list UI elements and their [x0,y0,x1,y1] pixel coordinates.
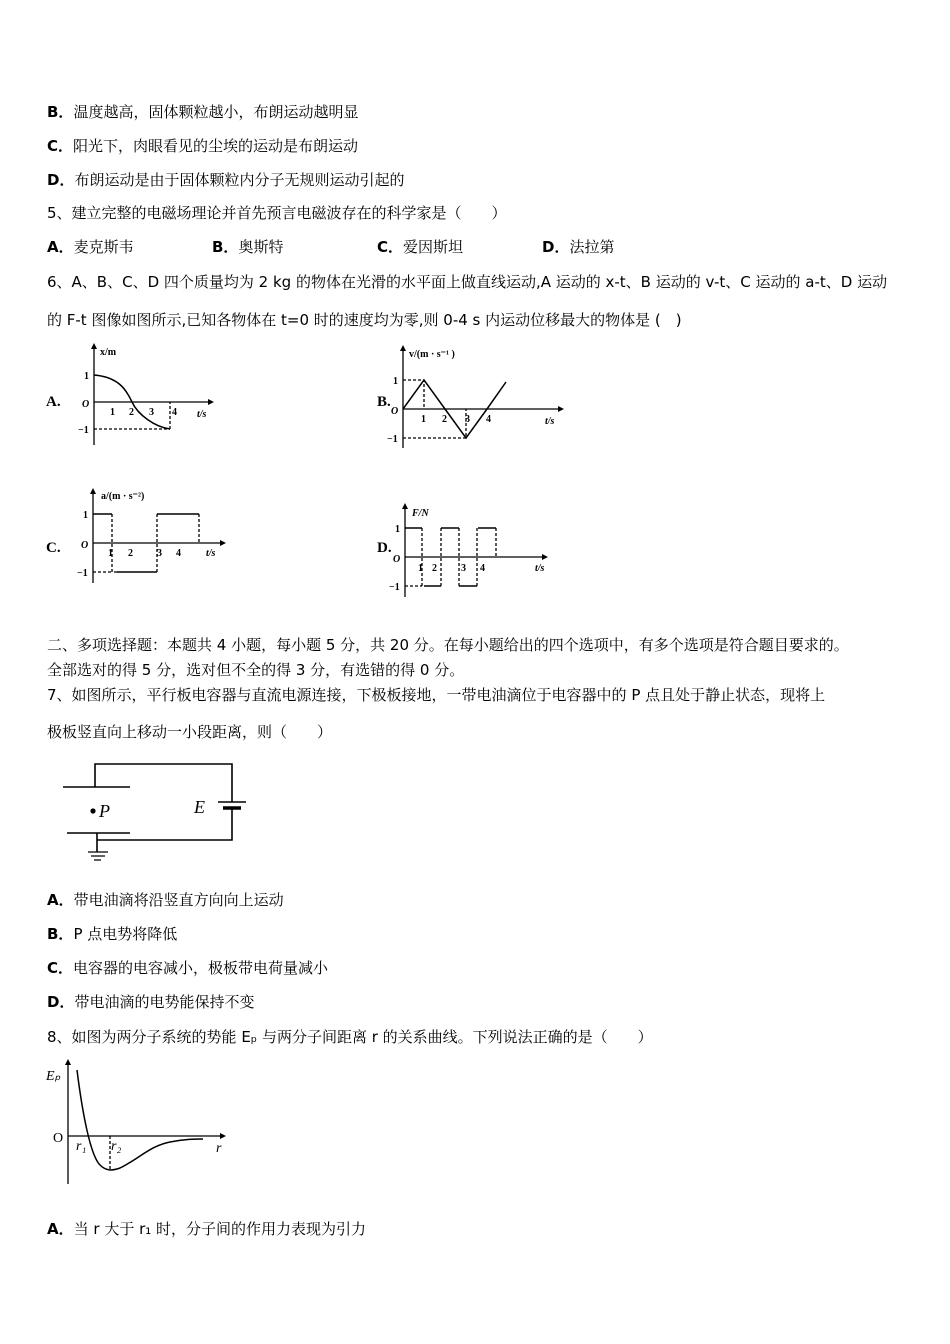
option-letter: C． [47,959,74,977]
option-d [542,237,614,257]
x-arrow-icon [558,406,564,412]
option-text: P 点电势将降低 [73,925,178,943]
graph-c-letter: C. [46,540,61,556]
capacitor-circuit-diagram [0,0,260,870]
y-arrow-icon [402,503,408,509]
option-letter: B． [47,925,74,943]
x-tick: 4 [172,407,177,418]
x-tick: 1 [421,414,426,425]
y-tick: −1 [387,434,398,445]
x-tick: 1 [110,407,115,418]
graph-d-ft [370,505,560,600]
y-tick: −1 [77,568,88,579]
x-tick: 1 [418,563,423,574]
option-letter: A． [47,891,74,909]
x-tick: 2 [129,407,134,418]
option-text: 电容器的电容减小，极板带电荷量减小 [73,959,329,977]
x-label: t/s [197,409,207,420]
x-tick: 2 [128,548,133,559]
graph-d-letter: D. [377,540,392,556]
point-p-label: P [99,801,110,821]
y-label: x/m [100,347,117,358]
y-tick: 1 [83,510,88,521]
option-letter: A． [47,238,74,256]
origin-label: O [391,406,399,417]
origin-label: O [82,399,90,410]
question-stem: 8、如图为两分子系统的势能 Eₚ 与两分子间距离 r 的关系曲线。下列说法正确的是（ ） [47,1028,653,1046]
y-label: a/(m · s⁻²) [101,491,145,502]
option-text: 带电油滴将沿竖直方向向上运动 [73,891,284,909]
oil-drop-point [90,808,95,813]
origin-label: O [393,554,401,565]
option-text: 当 r 大于 r₁ 时，分子间的作用力表现为引力 [73,1220,367,1238]
y-tick: 1 [393,376,398,387]
x-label: t/s [545,416,555,427]
option-b [47,924,177,944]
ep-label: Eₚ [46,1069,61,1084]
potential-energy-graph [40,1060,240,1190]
graph-b-vt [370,345,570,450]
question-stem-line1: 6、A、B、C、D 四个质量均为 2 kg 的物体在光滑的水平面上做直线运动,A 运动的 x-t、B 运动的 v-t、C 运动的 a-t、D 运动 [47,273,888,291]
r2-label: r₂ [111,1139,122,1154]
y-label: v/(m · s⁻¹ ) [409,349,455,360]
x-tick: 3 [157,548,162,559]
x-tick: 3 [149,407,154,418]
x-tick: 4 [480,563,485,574]
question-stem: 5、建立完整的电磁场理论并首先预言电磁波存在的科学家是（ ） [47,204,507,222]
origin-label: O [53,1131,64,1146]
x-label: t/s [206,548,216,559]
option-text: 阳光下，肉眼看见的尘埃的运动是布朗运动 [73,137,359,155]
y-arrow-icon [400,345,406,351]
x-tick: 4 [176,548,181,559]
option-letter: C． [377,238,404,256]
y-tick: −1 [78,425,89,436]
ep-curve [77,1070,203,1170]
x-tick: 4 [486,414,491,425]
x-tick: 2 [442,414,447,425]
r1-label: r₁ [76,1139,87,1154]
option-text: 麦克斯韦 [73,238,134,256]
origin-label: O [81,540,89,551]
x-arrow-icon [542,554,548,560]
graph-a-letter: A. [46,394,61,410]
graph-b-letter: B. [377,394,391,410]
y-tick: −1 [389,582,400,593]
ep-arrow-icon [65,1059,71,1065]
y-label: F/N [412,508,429,519]
option-letter: B． [47,103,74,121]
option-letter: D． [542,238,570,256]
x-tick: 1 [108,548,113,559]
y-tick: 1 [395,524,400,535]
option-letter: B． [212,238,239,256]
option-text: 奥斯特 [238,238,284,256]
circuit-wire [95,764,232,840]
x-tick: 3 [461,563,466,574]
r-arrow-icon [220,1133,226,1139]
question-stem-line1: 7、如图所示，平行板电容器与直流电源连接，下极板接地，一带电油滴位于电容器中的 P 点且处于静止状态，现将上 [47,686,826,704]
x-tick: 3 [465,414,470,425]
source-e-label: E [194,797,205,817]
option-d [47,992,254,1012]
option-letter: D． [47,993,75,1011]
ground-icon [88,852,108,860]
x-tick: 2 [432,563,437,574]
question-stem-line2: 的 F-t 图像如图所示,已知各物体在 t=0 时的速度均为零,则 0-4 s 内运动位移最大的物体是 ( ) [47,311,682,329]
x-label: t/s [535,563,545,574]
section-instructions-line2: 全部选对的得 5 分，选对但不全的得 3 分，有选错的得 0 分。 [47,661,465,679]
y-tick: 1 [84,371,89,382]
option-c [377,237,463,257]
section-instructions-line1: 二、多项选择题：本题共 4 小题，每小题 5 分，共 20 分。在每小题给出的四个选项中，有多个选项是符合题目要求的。 [47,636,849,654]
option-text: 温度越高，固体颗粒越小，布朗运动越明显 [73,103,359,121]
option-letter: A． [47,1220,74,1238]
option-letter: D． [47,171,75,189]
question-stem-line2: 极板竖直向上移动一小段距离，则（ ） [47,723,333,741]
option-letter: C． [47,137,74,155]
option-c [47,958,328,978]
option-a [47,1219,366,1239]
r-label: r [216,1141,222,1156]
option-text: 法拉第 [569,238,615,256]
option-text: 爱因斯坦 [403,238,464,256]
option-a [47,890,284,910]
option-text: 带电油滴的电势能保持不变 [74,993,255,1011]
option-text: 布朗运动是由于固体颗粒内分子无规则运动引起的 [74,171,405,189]
